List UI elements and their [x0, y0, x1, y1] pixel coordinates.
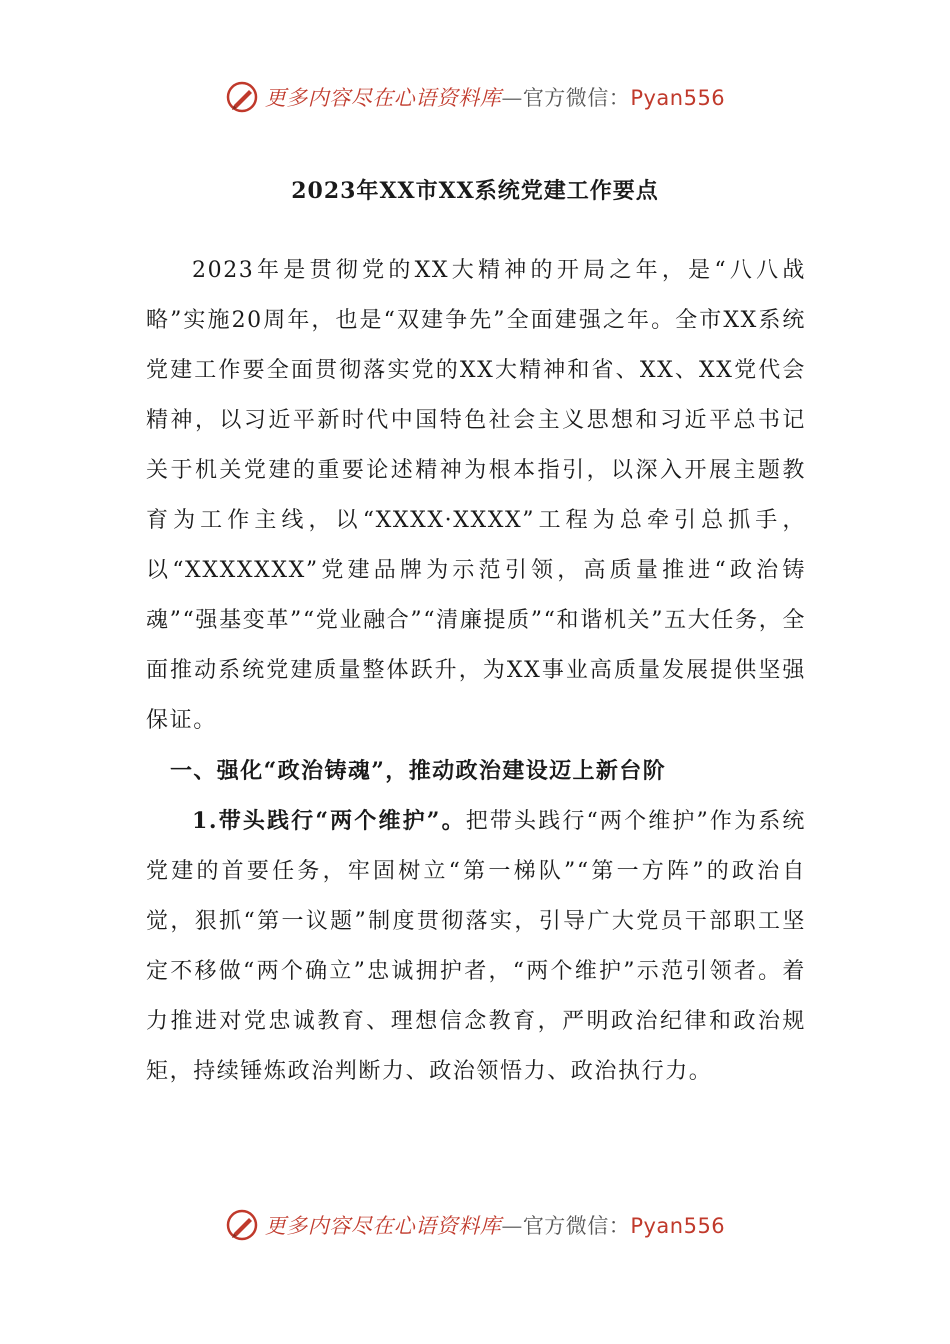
item-1-paragraph [146, 796, 806, 1097]
section-heading-1: 一、强化“政治铸魂”，推动政治建设迈上新台阶 [170, 758, 667, 784]
document-title: 2023年XX市XX系统党建工作要点 [291, 178, 659, 204]
banner-text: 更多内容尽在心语资料库—官方微信：Pyan556 [264, 1214, 726, 1238]
item-1-lead: 1.带头践行“两个维护”。 [192, 808, 466, 834]
footer-banner [0, 1208, 950, 1242]
header-banner [0, 80, 950, 114]
item-1-body: 把带头践行“两个维护”作为系统党建的首要任务，牢固树立“第一梯队”“第一方阵”的政治自觉，狠抓“第一议题”制度贯彻落实，引导广大党员干部职工坚定不移做“两个确立”忠诚拥护者，“两个维护”示范引领者。着力推进对党忠诚教育、理想信念教育，严明政治纪律和政治规矩，持续锤炼政治判断力、政治领悟力、政治执行力。 [146, 809, 806, 1084]
pen-circle-logo [225, 80, 259, 114]
intro-paragraph: 2023年是贯彻党的XX大精神的开局之年，是“八八战略”实施20周年，也是“双建争先”全面建强之年。全市XX系统党建工作要全面贯彻落实党的XX大精神和省、XX、XX党代会精神，以习近平新时代中国特色社会主义思想和习近平总书记关于机关党建的重要论述精神为根本指引，以深入开展主题教育为工作主线，以“XXXX·XXXX”工程为总牵引总抓手，以“XXXXXXX”党建品牌为示范引领，高质量推进“政治铸魂”“强基变革”“党业融合”“清廉提质”“和谐机关”五大任务，全面推动系统党建质量整体跃升，为XX事业高质量发展提供坚强保证。 [146, 258, 806, 733]
banner-text: 更多内容尽在心语资料库—官方微信：Pyan556 [264, 86, 726, 110]
pen-circle-logo [225, 1208, 259, 1242]
